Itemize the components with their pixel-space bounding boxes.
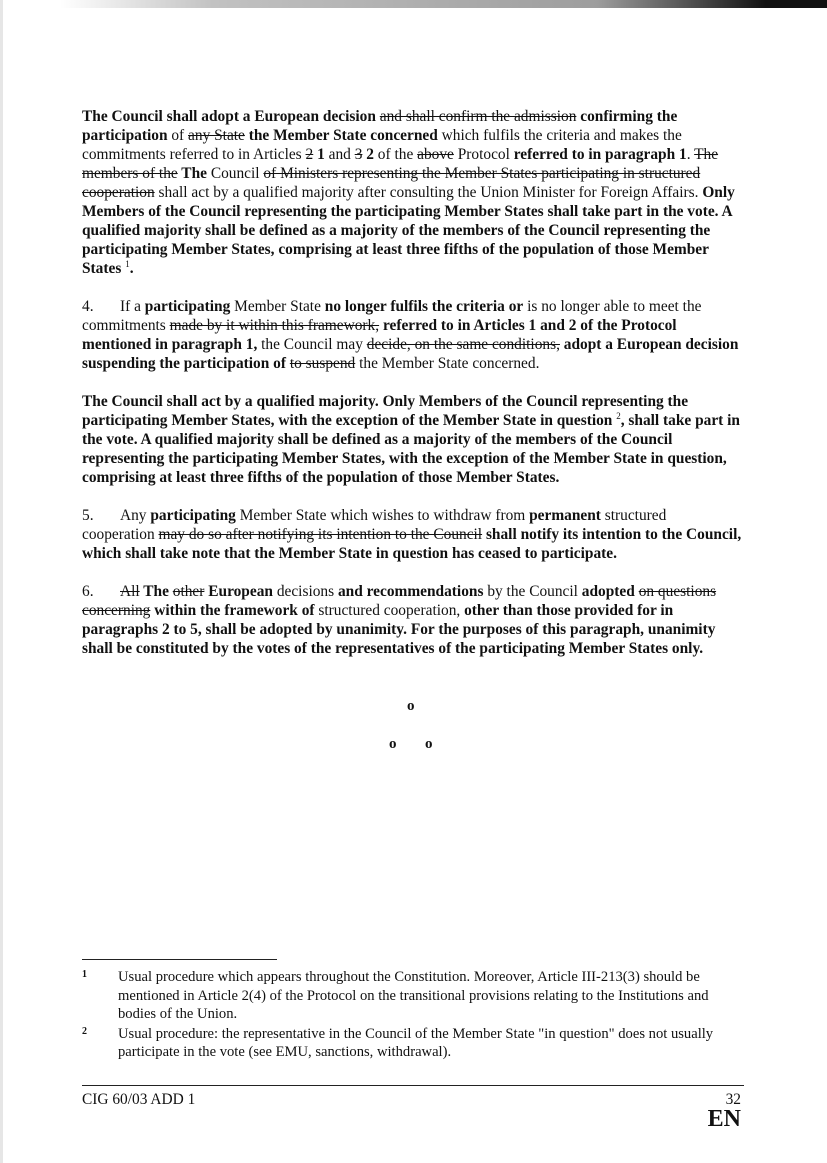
- scan-artifact-left: [0, 0, 3, 1163]
- bold-text: participating: [150, 507, 236, 524]
- document-body: [82, 107, 742, 677]
- body-text: of: [167, 127, 189, 144]
- bold-text: , shall take part in the vote. A qualified majority shall be defined as a majority of the members of the Council representing the participating Member States, with the exception of the Member State in question, comprising at least three fifths of the population of those Member States.: [82, 412, 740, 486]
- bold-text: Only Members of the Council representing the participating Member States shall take part in the vote. A qualified majority shall be defined as a majority of the members of the Council representing the participating Member States, comprising at least three fifths of the population of those Member States: [82, 184, 735, 277]
- paragraph: [82, 392, 742, 487]
- bold-text: referred to in paragraph 1: [513, 146, 687, 163]
- body-text: Member State which wishes to withdraw from: [235, 507, 530, 524]
- footnote-mark: 2: [82, 1025, 87, 1037]
- separator-circle: o: [407, 698, 415, 714]
- paragraph-number: 4.: [82, 298, 94, 315]
- paragraph: [82, 582, 742, 658]
- bold-text: permanent: [529, 507, 601, 524]
- page-number: 32: [725, 1091, 741, 1108]
- footnote-rule: [82, 959, 277, 960]
- scan-artifact-top: [60, 0, 827, 8]
- body-text: by the Council: [483, 583, 582, 600]
- separator-circle: o: [425, 736, 433, 752]
- paragraph: [82, 297, 742, 373]
- footnote-text: Usual procedure which appears throughout the Constitution. Moreover, Article III-213(3) should be mentioned in Article 2(4) of the Protocol on the transitional provisions relating to the Institutions and bodies of the Union.: [118, 969, 709, 1022]
- bold-text: referred to in Articles 1 and 2 of the Protocol mentioned in paragraph 1,: [82, 317, 677, 353]
- bold-text: adopted: [581, 583, 635, 600]
- struck-text: The members of the: [82, 146, 719, 182]
- bold-text: adopt a European decision suspending the participation of: [82, 336, 739, 372]
- struck-text: of Ministers representing the Member States participating in structured cooperation: [82, 165, 701, 201]
- bold-text: and recommendations: [337, 583, 484, 600]
- bold-text: shall notify its intention to the Council, which shall take note that the Member State in question has ceased to participate.: [82, 526, 742, 562]
- body-text: and: [324, 146, 355, 163]
- bold-text: other than those provided for in paragraphs 2 to 5, shall be adopted by unanimity. For the purposes of this paragraph, unanimity shall be constituted by the votes of the representatives of the participating Member States only.: [82, 602, 716, 657]
- language-code: EN: [707, 1106, 741, 1132]
- body-text: which fulfils the criteria and makes the commitments referred to in Articles: [82, 127, 682, 163]
- body-text: .: [686, 146, 695, 163]
- footnote-reference: 1: [125, 258, 130, 269]
- footnote-mark: 1: [82, 969, 87, 980]
- body-text: Any: [120, 507, 151, 524]
- body-text: the Council may: [257, 336, 367, 353]
- struck-text: made by it within this framework,: [169, 317, 380, 334]
- struck-text: any State: [188, 127, 245, 144]
- struck-text: All: [120, 583, 140, 600]
- bold-text: confirming the participation: [82, 108, 678, 144]
- bold-text: European: [204, 583, 273, 600]
- separator-circle: o: [389, 736, 397, 752]
- body-text: shall act by a qualified majority after consulting the Union Minister for Foreign Affairs.: [154, 184, 703, 201]
- paragraph-number: 5.: [82, 507, 94, 524]
- body-text: decisions: [272, 583, 338, 600]
- footnotes: [82, 968, 742, 1062]
- bold-text: The Council shall adopt a European decision: [82, 108, 380, 125]
- footnote-1: [82, 968, 742, 1024]
- struck-text: may do so after notifying its intention to the Council: [158, 526, 483, 543]
- struck-text: 2: [305, 146, 314, 163]
- paragraph-number: 6.: [82, 583, 94, 600]
- footnote-2: [82, 1025, 742, 1062]
- body-text: Council: [206, 165, 264, 182]
- footnote-text: Usual procedure: the representative in the Council of the Member State "in question" does not usually participate in the vote (see EMU, sanctions, withdrawal).: [118, 1025, 714, 1060]
- document-reference: CIG 60/03 ADD 1: [82, 1091, 196, 1108]
- bold-text: The: [139, 583, 169, 600]
- body-text: is no longer able to meet the commitments: [82, 298, 702, 334]
- bold-text: The: [177, 165, 207, 182]
- body-text: structured cooperation: [82, 507, 667, 543]
- footer-rule: [82, 1085, 744, 1086]
- bold-text: 1: [313, 146, 325, 163]
- bold-text: participating: [144, 298, 231, 315]
- paragraph: [82, 506, 742, 563]
- body-text: If a: [120, 298, 145, 315]
- struck-text: and shall confirm the admission: [379, 108, 577, 125]
- struck-text: on questions concerning: [82, 583, 717, 619]
- bold-text: 2: [362, 146, 374, 163]
- body-text: of the: [373, 146, 418, 163]
- paragraph: [82, 107, 742, 278]
- body-text: Protocol: [453, 146, 514, 163]
- footnote-reference: 2: [616, 410, 621, 421]
- struck-text: other: [172, 583, 205, 600]
- bold-text: The Council shall act by a qualified majority. Only Members of the Council representing the participating Member States, with the exception of the Member State in question: [82, 393, 689, 429]
- struck-text: to suspend: [289, 355, 356, 372]
- struck-text: 3: [354, 146, 363, 163]
- body-text: Member State: [230, 298, 325, 315]
- bold-text: within the framework of: [150, 602, 315, 619]
- struck-text: above: [417, 146, 454, 163]
- bold-text: the Member State concerned: [244, 127, 438, 144]
- struck-text: decide, on the same conditions,: [366, 336, 560, 353]
- body-text: structured cooperation,: [314, 602, 465, 619]
- body-text: the Member State concerned.: [355, 355, 540, 372]
- bold-text: .: [129, 260, 134, 277]
- bold-text: no longer fulfils the criteria or: [324, 298, 524, 315]
